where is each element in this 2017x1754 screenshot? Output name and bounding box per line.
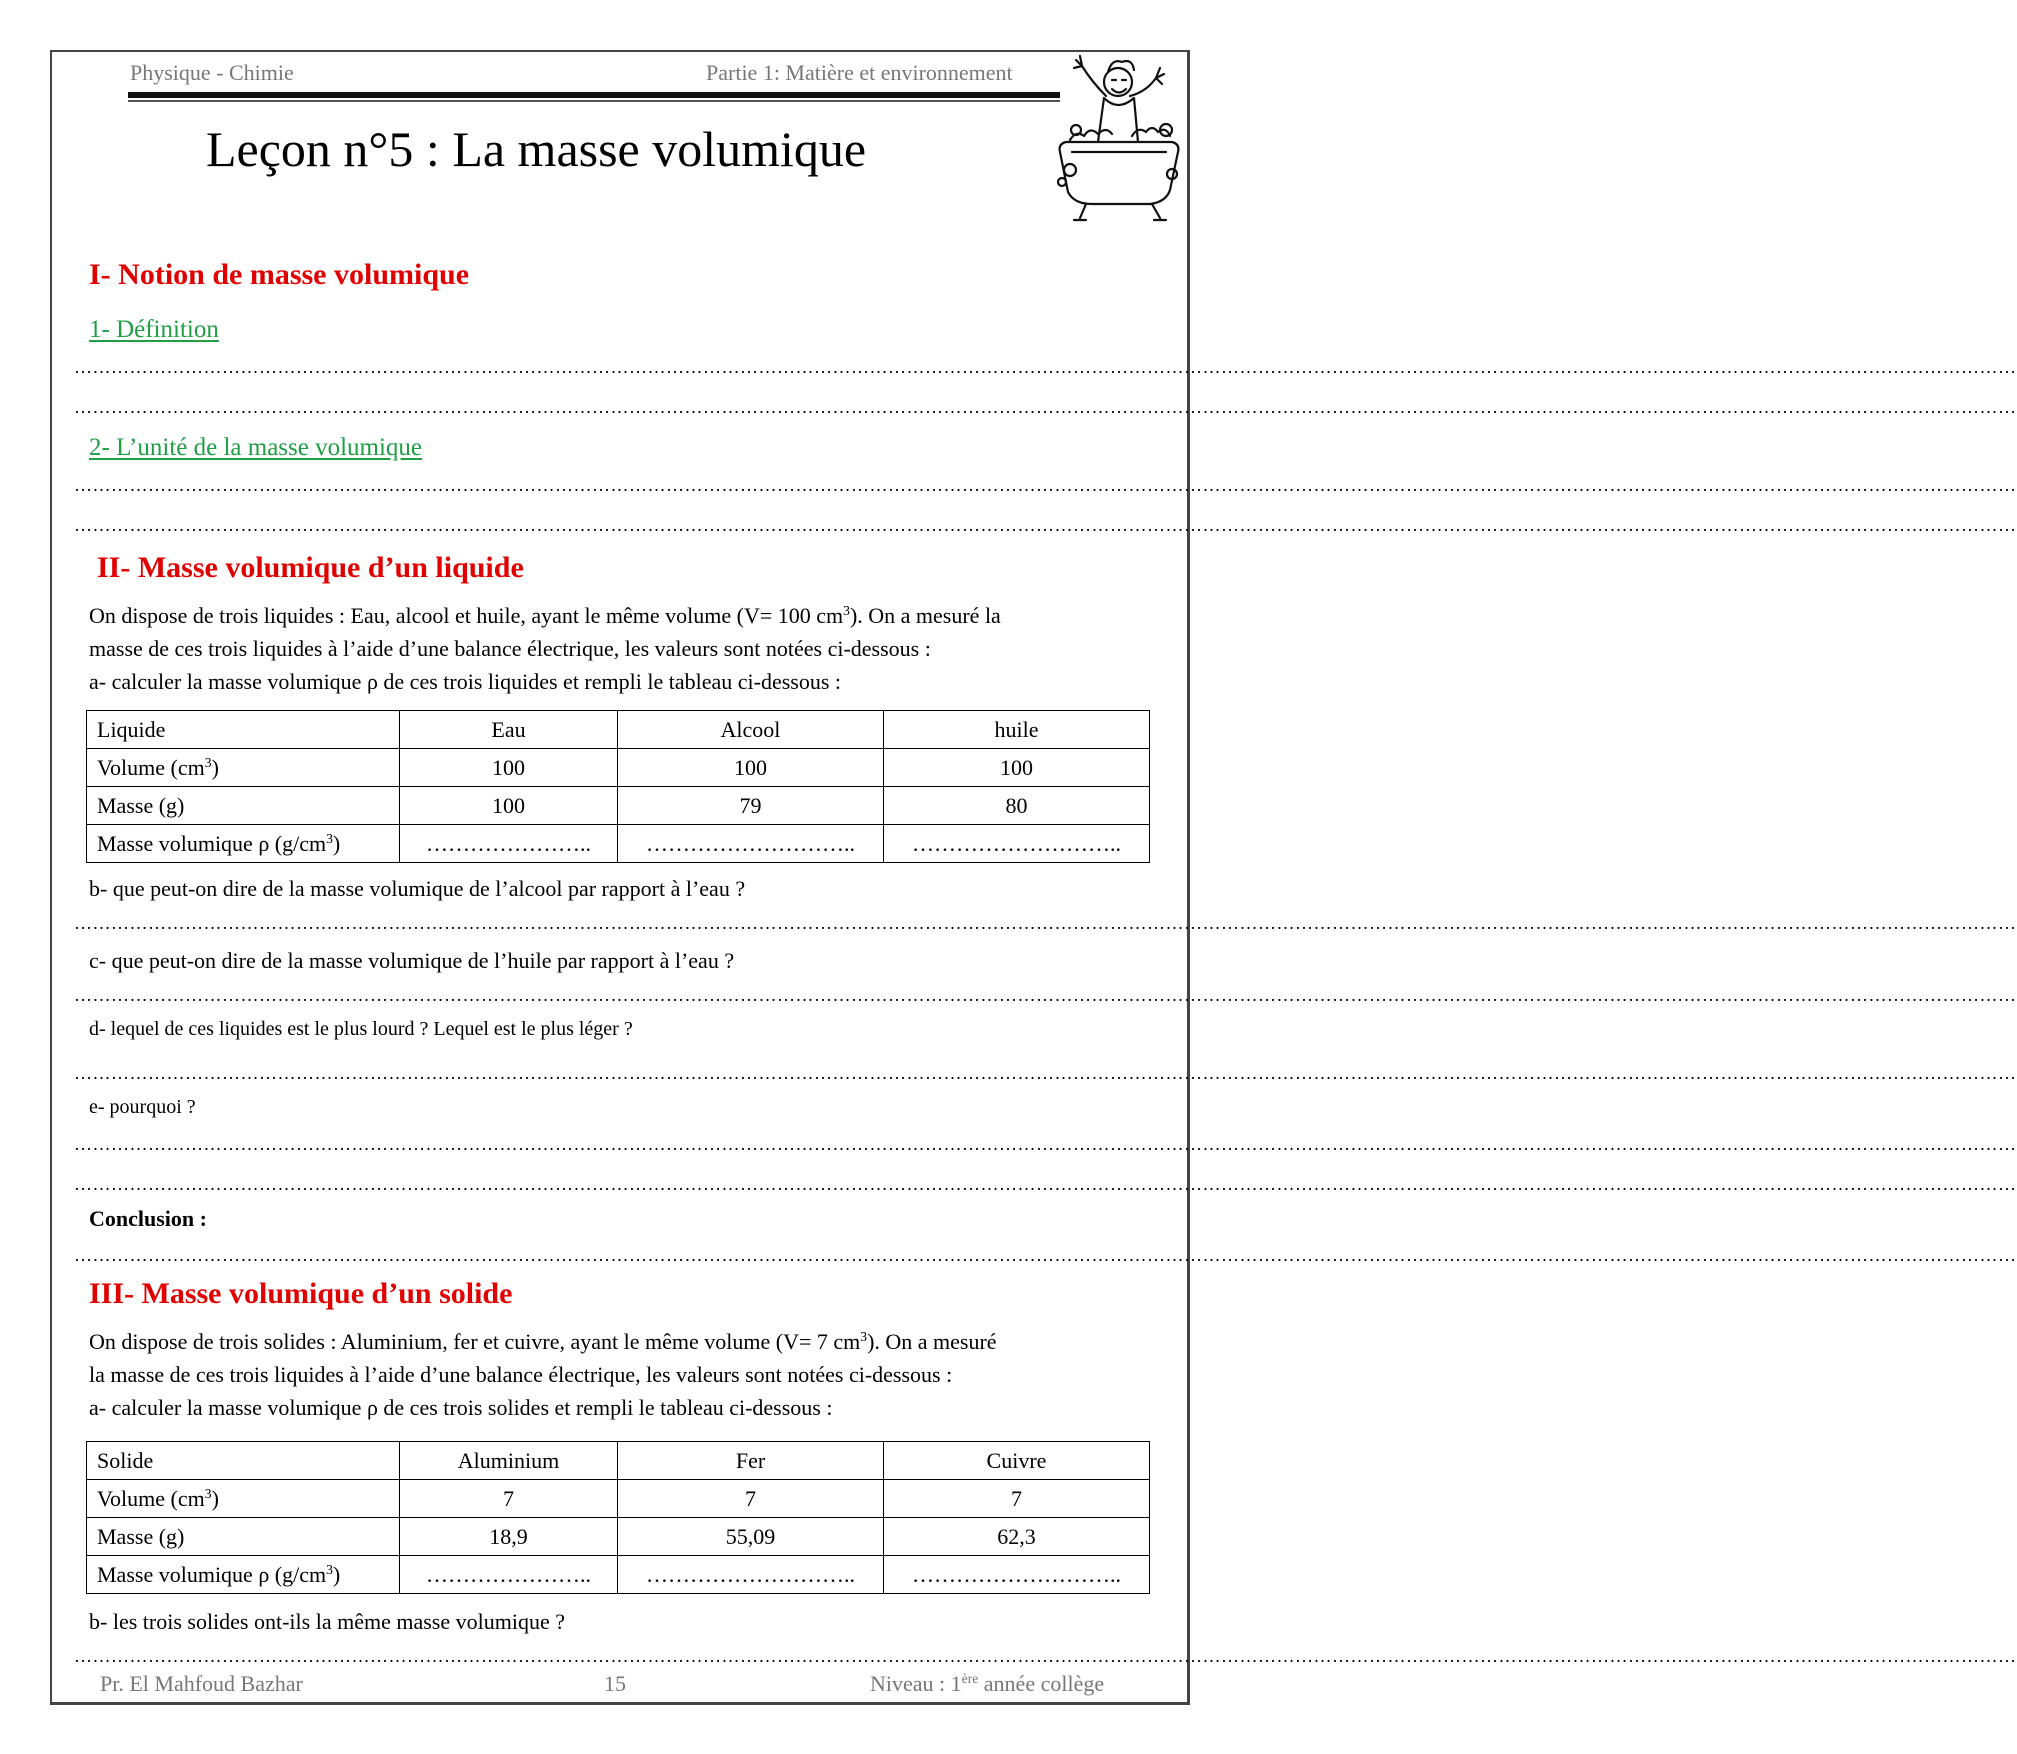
- bathtub-illustration: [1052, 52, 1187, 224]
- section1-unit-heading: 2- L’unité de la masse volumique: [89, 434, 423, 461]
- header-subject: Physique - Chimie: [130, 60, 294, 85]
- answer-line[interactable]: ………………………………………………………………………………………………………………………………………………………………………………………………………………………………………………………………………………………: [74, 1134, 2017, 1154]
- section3-intro-line2: la masse de ces trois liquides à l’aide d’une balance électrique, les valeurs sont notées ci-dessous :: [89, 1362, 953, 1387]
- table-header-cell: Solide: [87, 1442, 400, 1480]
- table-cell: 7: [884, 1480, 1150, 1518]
- conclusion-label: Conclusion :: [89, 1206, 207, 1231]
- table-row: [87, 1442, 1150, 1480]
- table-cell: 100: [884, 749, 1150, 787]
- blank-answer-cell[interactable]: ………………………..: [618, 1556, 884, 1594]
- table-cell: 7: [618, 1480, 884, 1518]
- table-cell: 62,3: [884, 1518, 1150, 1556]
- table-cell: 80: [884, 787, 1150, 825]
- answer-line[interactable]: ………………………………………………………………………………………………………………………………………………………………………………………………………………………………………………………………………………………: [74, 475, 2017, 495]
- question-c-liquid: c- que peut-on dire de la masse volumique de l’huile par rapport à l’eau ?: [89, 948, 735, 973]
- table-header-cell: Liquide: [87, 711, 400, 749]
- footer-author: Pr. El Mahfoud Bazhar: [100, 1671, 303, 1696]
- table-header-cell: Aluminium: [400, 1442, 618, 1480]
- question-b-liquid: b- que peut-on dire de la masse volumique de l’alcool par rapport à l’eau ?: [89, 876, 746, 901]
- answer-line[interactable]: ………………………………………………………………………………………………………………………………………………………………………………………………………………………………………………………………………………………: [74, 515, 2017, 535]
- section3-intro-line3: a- calculer la masse volumique ρ de ces trois solides et rempli le tableau ci-dessous :: [89, 1395, 833, 1420]
- answer-line[interactable]: ………………………………………………………………………………………………………………………………………………………………………………………………………………………………………………………………………………………: [74, 985, 2017, 1005]
- table-row: [87, 1556, 1150, 1594]
- section2-intro-line1: On dispose de trois liquides : Eau, alcool et huile, ayant le même volume (V= 100 $cm^3$). On a mesuré la: [89, 602, 1001, 628]
- row-label-volume: Volume $(cm^3)$: [87, 1480, 400, 1518]
- table-header-cell: Eau: [400, 711, 618, 749]
- row-label-volume: Volume $(cm^3)$: [87, 749, 400, 787]
- footer-page-number: 15: [604, 1671, 626, 1696]
- table-cell: 7: [400, 1480, 618, 1518]
- section3-heading: III- Masse volumique d’un solide: [89, 1277, 513, 1310]
- blank-answer-cell[interactable]: …………………..: [400, 1556, 618, 1594]
- question-b-solid: b- les trois solides ont-ils la même masse volumique ?: [89, 1609, 565, 1634]
- section2-heading: II- Masse volumique d’un liquide: [97, 551, 524, 584]
- answer-line[interactable]: ………………………………………………………………………………………………………………………………………………………………………………………………………………………………………………………………………………………: [74, 397, 2017, 417]
- table-row: [87, 711, 1150, 749]
- section1-heading: I- Notion de masse volumique: [89, 258, 470, 291]
- section3-intro-line1: On dispose de trois solides : Aluminium, fer et cuivre, ayant le même volume (V= 7 $cm^3$). On a mesuré: [89, 1328, 997, 1354]
- table-header-cell: Fer: [618, 1442, 884, 1480]
- table-row: [87, 1480, 1150, 1518]
- blank-answer-cell[interactable]: …………………..: [400, 825, 618, 863]
- footer-level: Niveau : 1ère année collège: [870, 1670, 1105, 1696]
- solid-table: [86, 1441, 1150, 1594]
- table-cell: 55,09: [618, 1518, 884, 1556]
- table-row: [87, 787, 1150, 825]
- answer-line[interactable]: ………………………………………………………………………………………………………………………………………………………………………………………………………………………………………………………………………………………: [74, 1646, 2017, 1666]
- question-e-liquid: e- pourquoi ?: [89, 1096, 196, 1118]
- blank-answer-cell[interactable]: ………………………..: [618, 825, 884, 863]
- table-cell: 100: [400, 749, 618, 787]
- table-header-cell: Cuivre: [884, 1442, 1150, 1480]
- row-label-masse: Masse (g): [87, 1518, 400, 1556]
- blank-answer-cell[interactable]: ………………………..: [884, 1556, 1150, 1594]
- row-label-masse: Masse (g): [87, 787, 400, 825]
- table-header-cell: Alcool: [618, 711, 884, 749]
- answer-line[interactable]: ………………………………………………………………………………………………………………………………………………………………………………………………………………………………………………………………………………………: [74, 1174, 2017, 1194]
- liquid-table: [86, 710, 1150, 863]
- section1-definition-heading: 1- Définition: [89, 316, 219, 343]
- answer-line[interactable]: ………………………………………………………………………………………………………………………………………………………………………………………………………………………………………………………………………………………: [74, 357, 2017, 377]
- header-part: Partie 1: Matière et environnement: [706, 60, 1013, 85]
- section2-intro-line2: masse de ces trois liquides à l’aide d’une balance électrique, les valeurs sont notées ci-dessous :: [89, 636, 931, 661]
- page-title: Leçon n°5 : La masse volumique: [206, 121, 867, 177]
- table-cell: 18,9: [400, 1518, 618, 1556]
- table-cell: 100: [400, 787, 618, 825]
- table-row: [87, 749, 1150, 787]
- table-row: [87, 825, 1150, 863]
- row-label-masse-volumique: Masse volumique ρ $(g/cm^3)$: [87, 825, 400, 863]
- section2-intro-line3: a- calculer la masse volumique ρ de ces trois liquides et rempli le tableau ci-dessous :: [89, 669, 842, 694]
- answer-line[interactable]: ………………………………………………………………………………………………………………………………………………………………………………………………………………………………………………………………………………………: [74, 913, 2017, 933]
- row-label-masse-volumique: Masse volumique ρ $(g/cm^3)$: [87, 1556, 400, 1594]
- table-header-cell: huile: [884, 711, 1150, 749]
- question-d-liquid: d- lequel de ces liquides est le plus lourd ? Lequel est le plus léger ?: [89, 1018, 633, 1040]
- answer-line[interactable]: ………………………………………………………………………………………………………………………………………………………………………………………………………………………………………………………………………………………: [74, 1063, 2017, 1083]
- header-rule: [128, 92, 1060, 104]
- table-row: [87, 1518, 1150, 1556]
- blank-answer-cell[interactable]: ………………………..: [884, 825, 1150, 863]
- table-cell: 79: [618, 787, 884, 825]
- answer-line[interactable]: ………………………………………………………………………………………………………………………………………………………………………………………………………………………………………………………………………………………: [74, 1245, 2017, 1265]
- table-cell: 100: [618, 749, 884, 787]
